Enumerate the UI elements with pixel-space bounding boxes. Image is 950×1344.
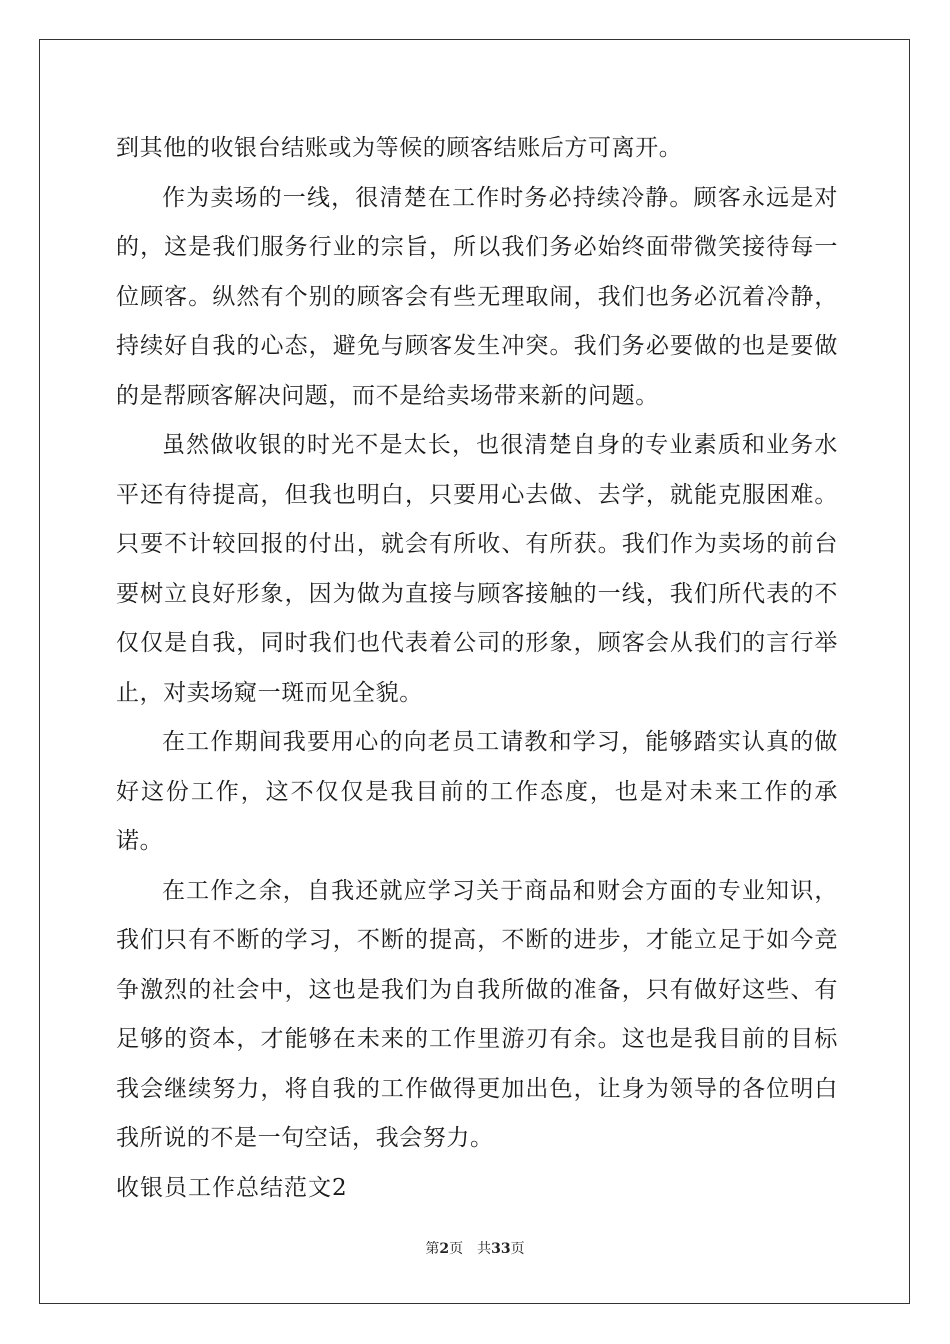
total-pages: 33 [491,1241,511,1257]
total-prefix: 共 [477,1241,492,1257]
paragraph-3: 虽然做收银的时光不是太长，也很清楚自身的专业素质和业务水平还有待提高，但我也明白，只要用心去做、去学，就能克服困难。只要不计较回报的付出，就会有所收、有所获。我们作为卖场的前台要树立良好形象，因为做为直接与顾客接触的一线，我们所代表的不仅仅是自我，同时我们也代表着公司的形象，顾客会从我们的言行举止，对卖场窥一斑而见全貌。 [116,432,838,706]
page-number: 2 [439,1241,450,1257]
paragraph-4: 在工作期间我要用心的向老员工请教和学习，能够踏实认真的做好这份工作，这不仅仅是我目前的工作态度，也是对未来工作的承诺。 [116,729,838,854]
section-heading: 收银员工作总结范文2 [116,1174,348,1201]
paragraph-2: 作为卖场的一线，很清楚在工作时务必持续冷静。顾客永远是对的，这是我们服务行业的宗旨，所以我们务必始终面带微笑接待每一位顾客。纵然有个别的顾客会有些无理取闹，我们也务必沉着冷静，持续好自我的心态，避免与顾客发生冲突。我们务必要做的也是要做的是帮顾客解决问题，而不是给卖场带来新的问题。 [116,184,838,409]
paragraph-5: 在工作之余，自我还就应学习关于商品和财会方面的专业知识，我们只有不断的学习，不断的提高，不断的进步，才能立足于如今竞争激烈的社会中，这也是我们为自我所做的准备，只有做好这些、有足够的资本，才能够在未来的工作里游刃有余。这也是我目前的目标我会继续努力，将自我的工作做得更加出色，让身为领导的各位明白我所说的不是一句空话，我会努力。 [116,877,838,1151]
paragraph-1: 到其他的收银台结账或为等候的顾客结账后方可离开。 [116,135,683,161]
page-footer [0,1238,950,1258]
total-suffix: 页 [510,1241,525,1257]
page-suffix: 页 [449,1241,464,1257]
page-prefix: 第 [425,1241,440,1257]
document-body [116,124,838,1213]
